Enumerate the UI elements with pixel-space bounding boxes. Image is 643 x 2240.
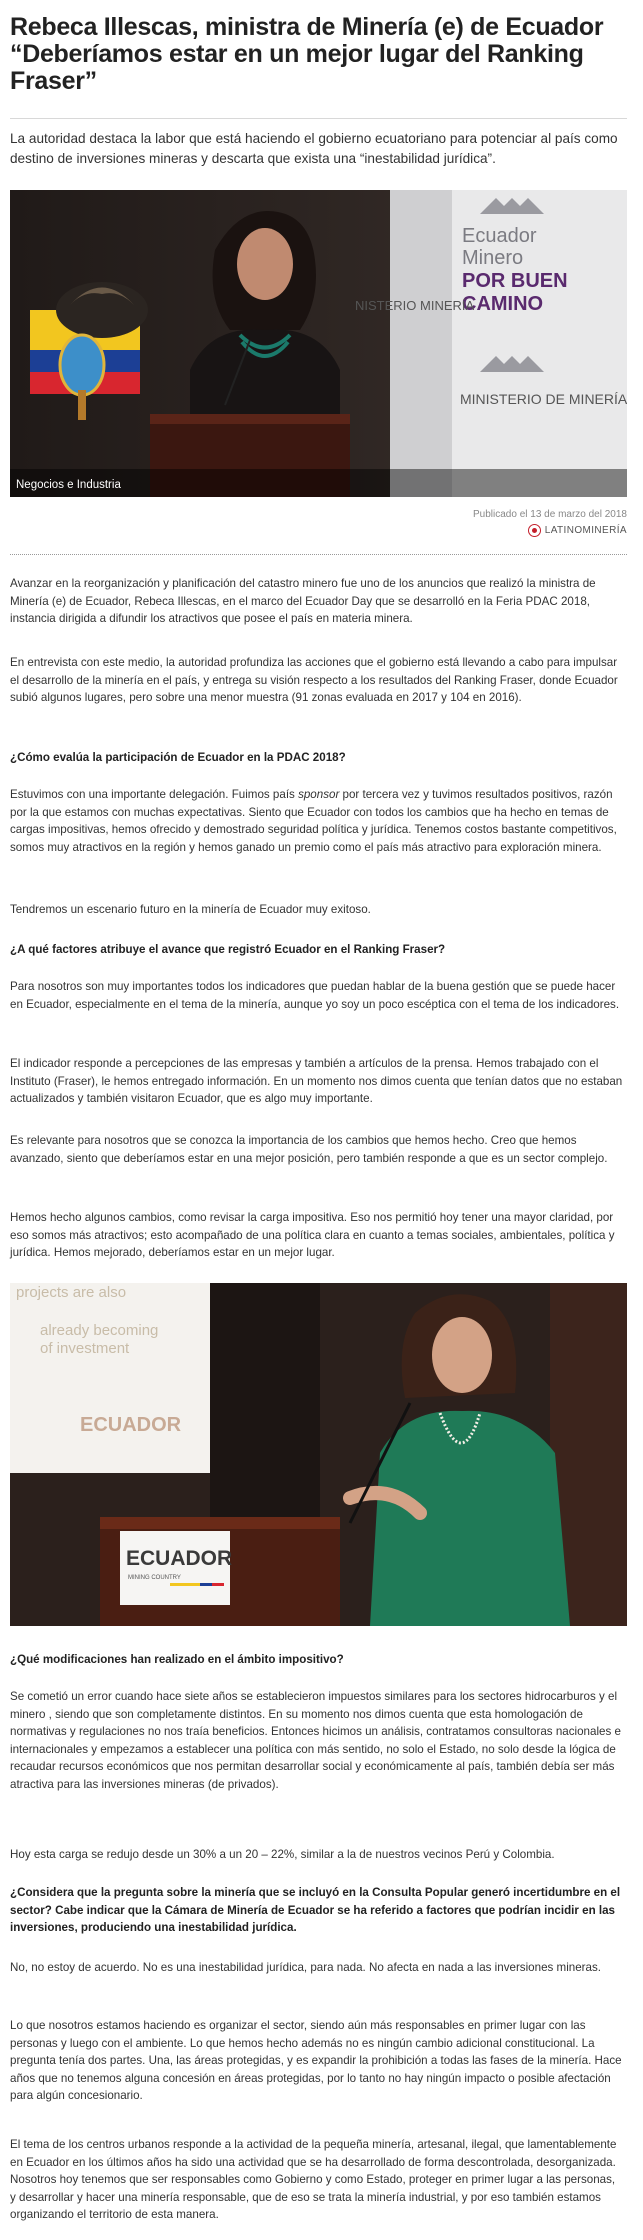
body-paragraph: El tema de los centros urbanos responde a la actividad de la pequeña minería, artesanal, ilegal, que lamentablemente en Ecuador en los últimos años ha sido una actividad que se ha desarrollado de forma descontrolada, desorganizada. Nosotros hoy tenemos que ser responsables como Gobierno y como Estado, proteger en primer lugar a las personas, y desarrollar y hacer una minería responsable, que de eso se trata la minería industrial, y por eso también estamos organizando el territorio de esta manera. bbox=[10, 2138, 617, 2221]
body-paragraph: En entrevista con este medio, la autoridad profundiza las acciones que el gobierno está llevando a cabo para impulsar el desarrollo de la minería en el país, y entrega su visión respecto a los resultados del Ranking Fraser, donde Ecuador subió algunos lugares, pero sobre una menor muestra (91 zonas evaluada en 2017 y 104 en 2016). bbox=[10, 656, 618, 704]
sign-line3: POR BUEN bbox=[462, 270, 568, 292]
interview-question: ¿Considera que la pregunta sobre la minería que se incluyó en la Consulta Popular generó incertidumbre en el sector? Cabe indicar que la Cámara de Minería de Ecuador se ha referido a factores que podrían incidir en las inversiones, produciendo una inestabilidad jurídica. bbox=[10, 1886, 621, 1934]
body-paragraph: Hemos hecho algunos cambios, como revisar la carga impositiva. Eso nos permitió hoy tener una mayor claridad, por eso somos más atractivos; esto acompañado de una política clara en cuanto a temas sociales, ambientales, política y jurídica. Hemos mejorado, deberíamos estar en un mejor lugar. bbox=[10, 1211, 615, 1259]
interview-question: ¿Qué modificaciones han realizado en el ámbito impositivo? bbox=[10, 1653, 344, 1666]
source-link[interactable] bbox=[528, 524, 627, 537]
title-divider bbox=[10, 118, 627, 119]
slide-text-2: already becoming bbox=[40, 1322, 159, 1339]
body-paragraph: Para nosotros son muy importantes todos los indicadores que puedan hablar de la buena gestión que se puede hacer en Ecuador, especialmente en el tema de la minería, aunque yo soy un poco escéptica con el tema de los indicadores. bbox=[10, 980, 620, 1011]
body-paragraph: Es relevante para nosotros que se conozca la importancia de los cambios que hemos hecho. Creo que hemos avanzado, siento que deberíamos estar en una mejor posición, pero también responde a que es un sector complejo. bbox=[10, 1134, 608, 1165]
secondary-photo-illustration bbox=[10, 1283, 627, 1626]
body-paragraph: No, no estoy de acuerdo. No es una inestabilidad jurídica, para nada. No afecta en nada a las inversiones mineras. bbox=[10, 1961, 601, 1974]
photo-category-label[interactable]: Negocios e Industria bbox=[16, 479, 121, 491]
source-name: LATINOMINERÍA bbox=[544, 525, 627, 536]
slide-brand: ECUADOR bbox=[80, 1414, 182, 1436]
sign-line4: CAMINO bbox=[462, 293, 544, 315]
body-paragraph bbox=[10, 786, 623, 856]
sign-line1: Ecuador bbox=[462, 225, 537, 247]
body-paragraph: Tendremos un escenario futuro en la minería de Ecuador muy exitoso. bbox=[10, 903, 371, 916]
main-photo-illustration bbox=[10, 190, 627, 497]
podium-subtitle: MINING COUNTRY bbox=[128, 1575, 181, 1581]
podium-brand: ECUADOR bbox=[126, 1547, 233, 1570]
body-paragraph: Se cometió un error cuando hace siete años se establecieron impuestos similares para los sectores hidrocarburos y el minero , siendo que son completamente distintos. En su momento nos dimos cuenta que esta homologación de normativas y regulaciones no nos traía beneficios. Entonces hicimos un análisis, contratamos consultoras nacionales e internacionales y empezamos a establecer una política con más sentido, no solo el Estado, no solo desde la lógica de recaudar recursos económicos que nos permitan desarrollar social y económicamente al país, también debía ser más atractiva para las inversiones mineras (de privados). bbox=[10, 1690, 621, 1791]
article-title: Rebeca Illescas, ministra de Minería (e) de Ecuador “Deberíamos estar en un mejor lugar del Ranking Fraser” bbox=[10, 13, 604, 95]
interview-question: ¿A qué factores atribuye el avance que registró Ecuador en el Ranking Fraser? bbox=[10, 943, 446, 956]
body-text: Estuvimos con una importante delegación. Fuimos país bbox=[10, 788, 299, 801]
published-date: Publicado el 13 de marzo del 2018 bbox=[473, 509, 627, 520]
sign-ministry-partial: NISTERIO MINERÍA bbox=[355, 298, 475, 313]
article-meta bbox=[473, 509, 627, 537]
body-paragraph: El indicador responde a percepciones de las empresas y también a artículos de la prensa. Hemos trabajado con el Instituto (Fraser), le hemos entregado información. En un momento nos dimos cuenta que tenían datos que no estaban actualizados y también visitaron Ecuador, que es algo muy importante. bbox=[10, 1057, 623, 1105]
article-photo-secondary[interactable] bbox=[10, 1283, 627, 1626]
sign-line2: Minero bbox=[462, 247, 524, 269]
source-logo-icon bbox=[528, 524, 541, 537]
interview-question: ¿Cómo evalúa la participación de Ecuador en la PDAC 2018? bbox=[10, 751, 346, 764]
body-paragraph: Lo que nosotros estamos haciendo es organizar el sector, siendo aún más responsables en primer lugar con las personas y luego con el ambiente. Lo que hemos hecho además no es ningún cambio adicional constitucional. La pregunta tenía dos partes. Una, las áreas protegidas, y es expandir la prohibición a todas las fases de la minería. Hace años que no tenemos alguna concesión en áreas protegidas, por lo tanto no hay ningún impacto o posible afectación para algún concesionario. bbox=[10, 2019, 622, 2102]
slide-text-1: projects are also bbox=[16, 1284, 127, 1301]
body-text: por tercera vez y tuvimos resultados positivos, razón por la que estamos con muchas expectativas. Siento que Ecuador con todos los cambios que ha hecho en temas de cargas impositivas, hemos ofrecido y demostrado seguridad política y jurídica. Tenemos costos bastante competitivos, somos muy atractivos en la región y hemos ganado un premio como el país más atractivo para exploración minera. bbox=[10, 788, 617, 854]
article-lead: La autoridad destaca la labor que está haciendo el gobierno ecuatoriano para potenciar al país como destino de inversiones mineras y descarta que exista una “inestabilidad jurídica”. bbox=[10, 131, 618, 166]
body-paragraph: Hoy esta carga se redujo desde un 30% a un 20 – 22%, similar a la de nuestros vecinos Perú y Colombia. bbox=[10, 1848, 555, 1861]
article-photo-main[interactable] bbox=[10, 190, 627, 497]
body-paragraph: Avanzar en la reorganización y planificación del catastro minero fue uno de los anuncios que realizó la ministra de Minería (e) de Ecuador, Rebeca Illescas, en el marco del Ecuador Day que se desarrolló en la Feria PDAC 2018, instancia dirigida a difundir los atractivos que posee el país en materia minera. bbox=[10, 577, 596, 625]
body-emphasis: sponsor bbox=[298, 788, 340, 801]
slide-text-3: of investment bbox=[40, 1340, 130, 1357]
meta-divider bbox=[10, 554, 627, 555]
sign-ministry: MINISTERIO DE MINERÍA bbox=[460, 391, 627, 407]
